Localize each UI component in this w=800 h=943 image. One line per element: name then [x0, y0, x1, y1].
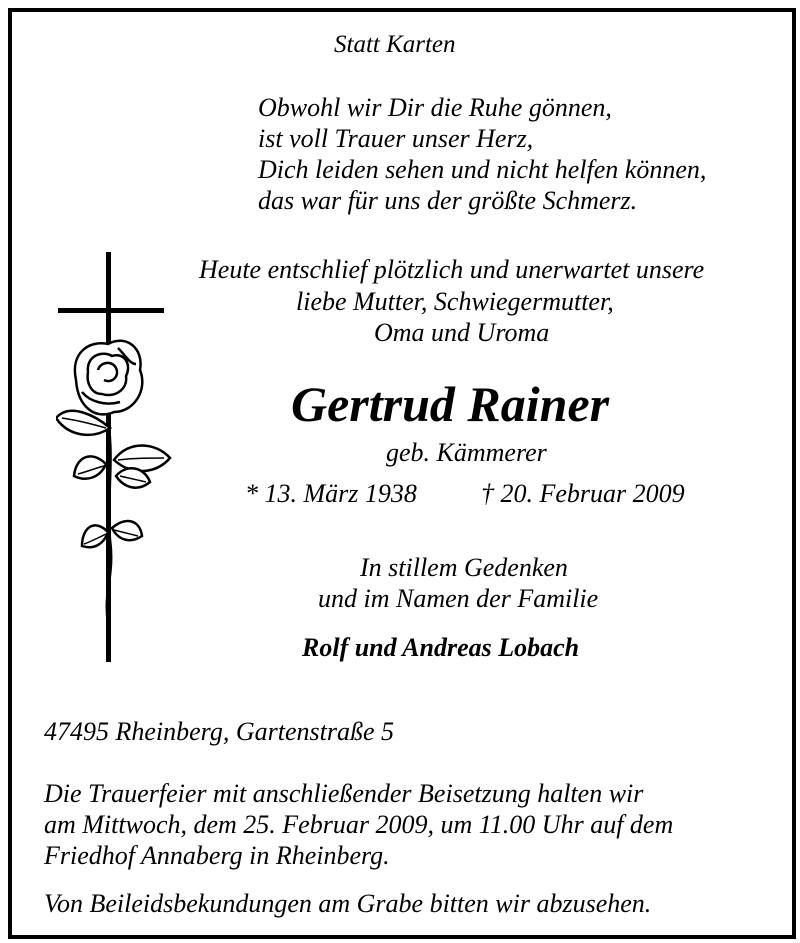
cross-horizontal-beam	[58, 308, 164, 313]
announcement-line-3: Oma und Uroma	[374, 318, 550, 347]
announcement-line-2: liebe Mutter, Schwiegermutter,	[296, 287, 614, 316]
deceased-name: Gertrud Rainer	[291, 376, 610, 432]
closing-line-2: und im Namen der Familie	[318, 584, 599, 613]
funeral-line-1: Die Trauerfeier mit anschließender Beisetzung halten wir	[44, 779, 644, 808]
maiden-name: geb. Kämmerer	[386, 438, 547, 467]
death-date: † 20. Februar 2009	[481, 479, 685, 508]
announcement-line-1: Heute entschlief plötzlich und unerwartet unsere	[199, 255, 705, 284]
closing-line-1: In stillem Gedenken	[360, 553, 568, 582]
signatories: Rolf und Andreas Lobach	[302, 633, 580, 662]
header-text: Statt Karten	[334, 31, 456, 58]
funeral-line-2: am Mittwoch, dem 25. Februar 2009, um 11.00 Uhr auf dem	[44, 810, 674, 839]
poem-line-2: ist voll Trauer unser Herz,	[258, 124, 534, 153]
rose-leaves	[56, 411, 170, 547]
obituary-notice	[8, 8, 796, 939]
funeral-line-3: Friedhof Annaberg in Rheinberg.	[44, 841, 390, 870]
birth-date: * 13. März 1938	[245, 479, 417, 508]
poem-line-3: Dich leiden sehen und nicht helfen können,	[258, 155, 707, 184]
poem-line-1: Obwohl wir Dir die Ruhe gönnen,	[258, 93, 612, 122]
cross-with-rose-icon	[56, 252, 186, 672]
condolence-note: Von Beileidsbekundungen am Grabe bitten wir abzusehen.	[44, 889, 652, 918]
address: 47495 Rheinberg, Gartenstraße 5	[44, 717, 394, 746]
rose-bloom	[75, 341, 142, 415]
poem-line-4: das war für uns der größte Schmerz.	[258, 186, 638, 215]
